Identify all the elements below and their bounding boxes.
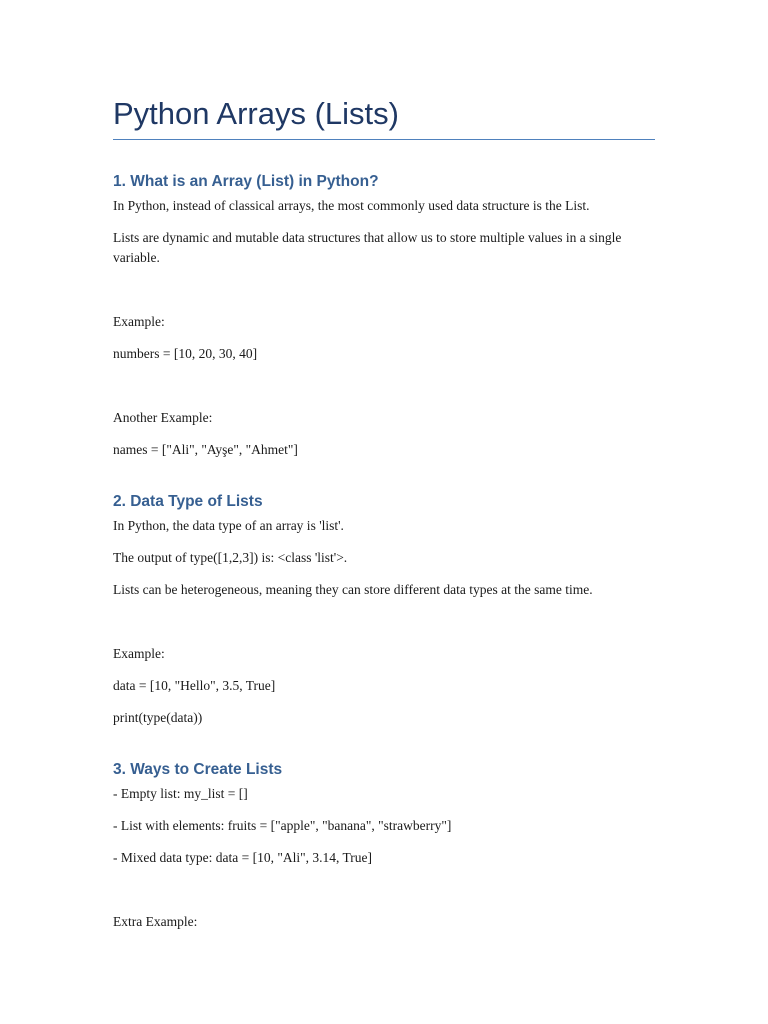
section-3-list-with-elements: - List with elements: fruits = ["apple", "banana", "strawberry"] — [113, 818, 452, 833]
section-1-heading: 1. What is an Array (List) in Python? — [113, 173, 379, 190]
section-1-example-code: numbers = [10, 20, 30, 40] — [113, 346, 258, 361]
title-underline — [113, 139, 655, 140]
section-2-example-code: data = [10, "Hello", 3.5, True] — [113, 678, 276, 693]
section-1-paragraph-1: In Python, instead of classical arrays, the most commonly used data structure is the List. — [113, 198, 590, 213]
section-3-heading: 3. Ways to Create Lists — [113, 761, 283, 778]
section-2-example-label: Example: — [113, 646, 165, 661]
section-3-empty-list: - Empty list: my_list = [] — [113, 786, 248, 801]
section-3-mixed-data-type: - Mixed data type: data = [10, "Ali", 3.14, True] — [113, 850, 372, 865]
section-1-example-label: Example: — [113, 314, 165, 329]
section-2-paragraph-1: In Python, the data type of an array is 'list'. — [113, 518, 344, 533]
document-title: Python Arrays (Lists) — [113, 96, 399, 131]
section-1-another-example-code: names = ["Ali", "Ayşe", "Ahmet"] — [113, 442, 298, 457]
section-1-another-example-label: Another Example: — [113, 410, 213, 425]
section-2-paragraph-3: Lists can be heterogeneous, meaning they can store different data types at the same time. — [113, 582, 593, 597]
section-1-paragraph-2: Lists are dynamic and mutable data structures that allow us to store multiple values in a single variable. — [113, 230, 622, 265]
document-page — [113, 0, 655, 1024]
section-2-example-print: print(type(data)) — [113, 710, 203, 725]
section-3-extra-example-label: Extra Example: — [113, 914, 198, 929]
section-2-heading: 2. Data Type of Lists — [113, 493, 263, 510]
section-2-paragraph-2: The output of type([1,2,3]) is: <class 'list'>. — [113, 550, 348, 565]
